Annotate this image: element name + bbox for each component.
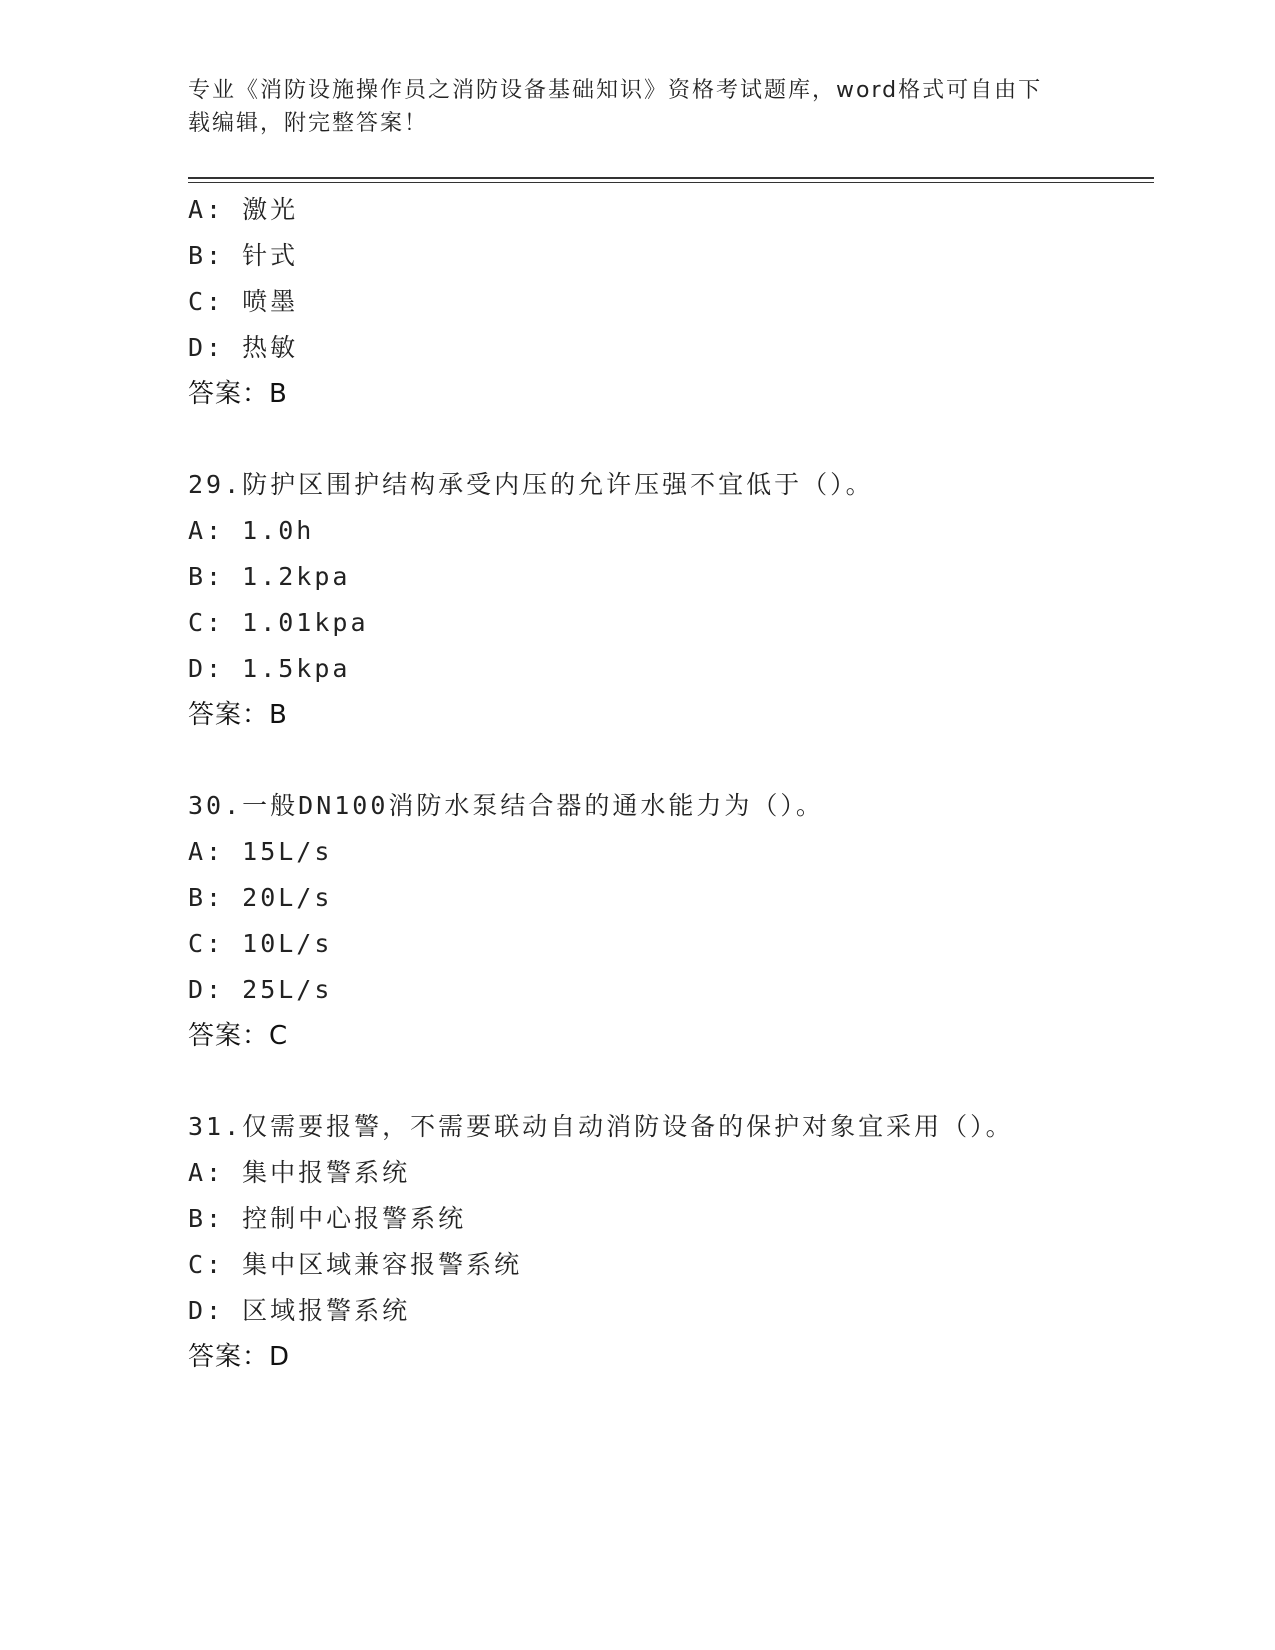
spacer (188, 738, 1154, 783)
header-line-1: 专业《消防设施操作员之消防设备基础知识》资格考试题库，word格式可自由下 (188, 78, 1043, 103)
question-text: 29.防护区围护结构承受内压的允许压强不宜低于（）。 (188, 470, 874, 499)
answer-line: 答案：C (188, 1021, 289, 1051)
question-text: 31.仅需要报警，不需要联动自动消防设备的保护对象宜采用（）。 (188, 1112, 1014, 1141)
header-rule-thick (188, 177, 1154, 179)
option-a: A: 15L/s (188, 837, 333, 866)
question-30 (188, 783, 1154, 1059)
option-d: D: 25L/s (188, 975, 333, 1004)
answer-line: 答案：B (188, 379, 288, 409)
option-b: B: 针式 (188, 241, 299, 270)
header-rule-thin (188, 182, 1154, 183)
header-line-2: 载编辑，附完整答案！ (188, 111, 429, 136)
document-header (188, 74, 1088, 140)
spacer (188, 1059, 1154, 1104)
option-b: B: 20L/s (188, 883, 333, 912)
answer-line: 答案：B (188, 700, 288, 730)
option-c: C: 喷墨 (188, 287, 299, 316)
option-d: D: 热敏 (188, 333, 299, 362)
option-a: A: 1.0h (188, 516, 315, 545)
question-31 (188, 1104, 1154, 1380)
option-d: D: 区域报警系统 (188, 1296, 411, 1325)
option-d: D: 1.5kpa (188, 654, 351, 683)
spacer (188, 417, 1154, 462)
option-a: A: 激光 (188, 195, 299, 224)
answer-line: 答案：D (188, 1342, 291, 1372)
question-text: 30.一般DN100消防水泵结合器的通水能力为（）。 (188, 791, 824, 820)
option-a: A: 集中报警系统 (188, 1158, 411, 1187)
question-29 (188, 462, 1154, 738)
option-c: C: 集中区域兼容报警系统 (188, 1250, 523, 1279)
option-c: C: 10L/s (188, 929, 333, 958)
option-b: B: 1.2kpa (188, 562, 351, 591)
option-b: B: 控制中心报警系统 (188, 1204, 467, 1233)
option-c: C: 1.01kpa (188, 608, 369, 637)
question-list (188, 187, 1154, 1380)
question-28-partial (188, 187, 1154, 417)
